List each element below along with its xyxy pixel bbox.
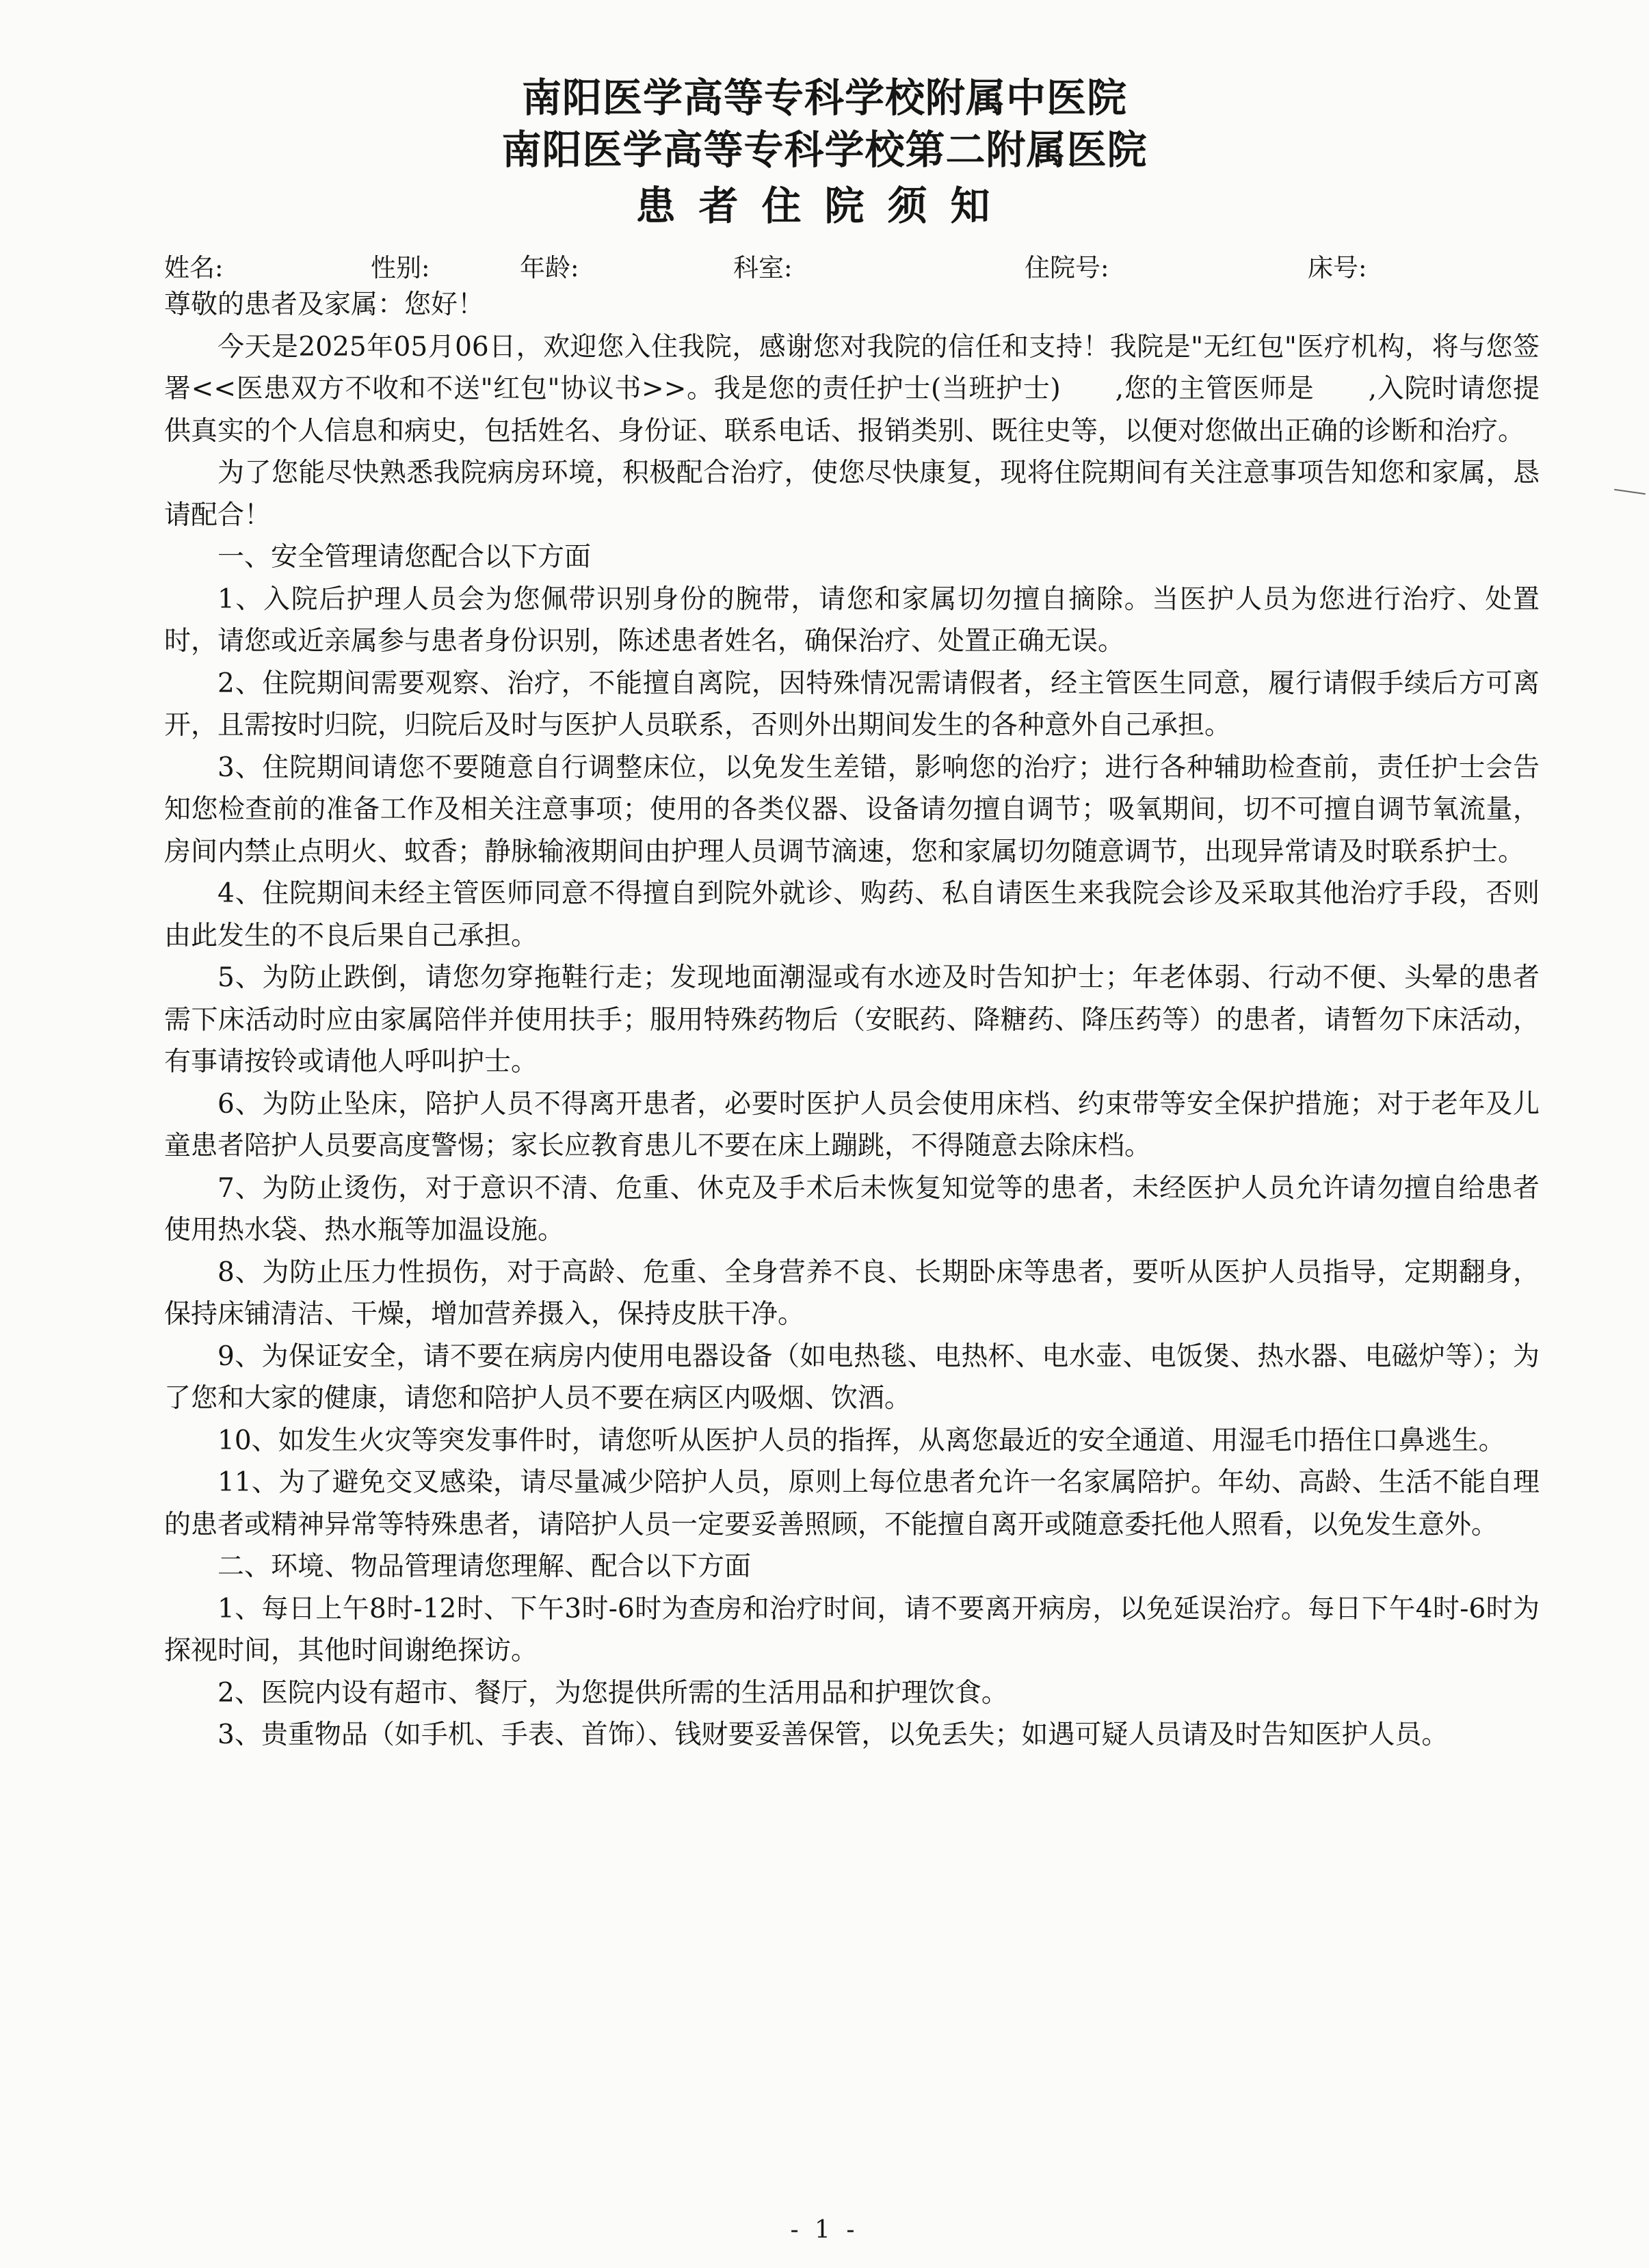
bed-number-label: 床号: — [1308, 253, 1367, 282]
name-label: 姓名: — [164, 253, 224, 282]
intro-paragraph-2: 为了您能尽快熟悉我院病房环境，积极配合治疗，使您尽快康复，现将住院期间有关注意事项告知您和家属，恳请配合！ — [164, 458, 1540, 531]
age-label: 年龄: — [520, 253, 579, 282]
section-1-item: 1、入院后护理人员会为您佩带识别身份的腕带，请您和家属切勿擅自摘除。当医护人员为您进行治疗、处置时，请您或近亲属参与患者身份识别，陈述患者姓名，确保治疗、处置正确无误。 — [164, 583, 1540, 657]
section-1-item: 3、住院期间请您不要随意自行调整床位，以免发生差错，影响您的治疗；进行各种辅助检查前，责任护士会告知您检查前的准备工作及相关注意事项；使用的各类仪器、设备请勿擅自调节；吸氧期间，切不可擅自调节氧流量，房间内禁止点明火、蚊香；静脉输液期间由护理人员调节滴速，您和家属切勿随意调节，出现异常请及时联系护士。 — [164, 752, 1540, 867]
section-1-item: 9、为保证安全，请不要在病房内使用电器设备（如电热毯、电热杯、电水壶、电饭煲、热水器、电磁炉等）；为了您和大家的健康，请您和陪护人员不要在病区内吸烟、饮酒。 — [164, 1341, 1540, 1414]
section-1-item: 5、为防止跌倒，请您勿穿拖鞋行走；发现地面潮湿或有水迹及时告知护士；年老体弱、行动不便、头晕的患者需下床活动时应由家属陪伴并使用扶手；服用特殊药物后（安眠药、降糖药、降压药等）的患者，请暂勿下床活动，有事请按铃或请他人呼叫护士。 — [164, 962, 1540, 1077]
intro-paragraph-1: 今天是2025年05月06日，欢迎您入住我院，感谢您对我院的信任和支持！我院是"无红包"医疗机构，将与您签署<<医患双方不收和不送"红包"协议书>>。我是您的责任护士(当班护士) ,您的主管医师是 ,入院时请您提供真实的个人信息和病史，包括姓名、身份证、联系电话、报销类别、既往史等，以便对您做出正确的诊断和治疗。 — [164, 331, 1540, 447]
patient-info-row — [164, 241, 1540, 284]
section-2-item: 1、每日上午8时-12时、下午3时-6时为查房和治疗时间，请不要离开病房，以免延误治疗。每日下午4时-6时为探视时间，其他时间谢绝探访。 — [164, 1593, 1540, 1666]
section-1-item: 10、如发生火灾等突发事件时，请您听从医护人员的指挥，从离您最近的安全通道、用湿毛巾捂住口鼻逃生。 — [217, 1425, 1505, 1456]
hospital-name-line-1: 南阳医学高等专科学校附属中医院 — [521, 75, 1127, 121]
section-2-item: 2、医院内设有超市、餐厅，为您提供所需的生活用品和护理饮食。 — [217, 1677, 1008, 1709]
scan-mark — [1614, 489, 1646, 495]
section-1-item: 4、住院期间未经主管医师同意不得擅自到院外就诊、购药、私自请医生来我院会诊及采取其他治疗手段，否则由此发生的不良后果自己承担。 — [164, 878, 1540, 951]
document-title: 患者住院须知 — [635, 183, 1014, 229]
hospital-name-line-2: 南阳医学高等专科学校第二附属医院 — [501, 127, 1148, 173]
section-1-item: 11、为了避免交叉感染，请尽量减少陪护人员，原则上每位患者允许一名家属陪护。年幼、高龄、生活不能自理的患者或精神异常等特殊患者，请陪护人员一定要妥善照顾，不能擅自离开或随意委托他人照看，以免发生意外。 — [164, 1467, 1540, 1540]
section-1-item: 8、为防止压力性损伤，对于高龄、危重、全身营养不良、长期卧床等患者，要听从医护人员指导，定期翻身，保持床铺清洁、干燥，增加营养摄入，保持皮肤干净。 — [164, 1256, 1540, 1330]
section-1-item: 6、为防止坠床，陪护人员不得离开患者，必要时医护人员会使用床档、约束带等安全保护措施；对于老年及儿童患者陪护人员要高度警惕；家长应教育患儿不要在床上蹦跳，不得随意去除床档。 — [164, 1088, 1540, 1161]
section-2-item: 3、贵重物品（如手机、手表、首饰）、钱财要妥善保管，以免丢失；如遇可疑人员请及时告知医护人员。 — [217, 1719, 1449, 1750]
document-body — [164, 284, 1540, 1756]
section-2-heading: 二、环境、物品管理请您理解、配合以下方面 — [217, 1551, 752, 1582]
title-block — [109, 72, 1540, 232]
section-1-heading: 一、安全管理请您配合以下方面 — [217, 542, 592, 572]
section-1-item: 2、住院期间需要观察、治疗，不能擅自离院，因特殊情况需请假者，经主管医生同意，履行请假手续后方可离开，且需按时归院，归院后及时与医护人员联系，否则外出期间发生的各种意外自己承担。 — [164, 668, 1540, 741]
department-label: 科室: — [733, 253, 793, 282]
greeting: 尊敬的患者及家属：您好！ — [164, 289, 485, 320]
page-number: - 1 - — [790, 2216, 859, 2244]
section-1-item: 7、为防止烫伤，对于意识不清、危重、休克及手术后未恢复知觉等的患者，未经医护人员允许请勿擅自给患者使用热水袋、热水瓶等加温设施。 — [164, 1172, 1540, 1245]
gender-label: 性别: — [371, 253, 430, 282]
admission-number-label: 住院号: — [1025, 253, 1109, 282]
